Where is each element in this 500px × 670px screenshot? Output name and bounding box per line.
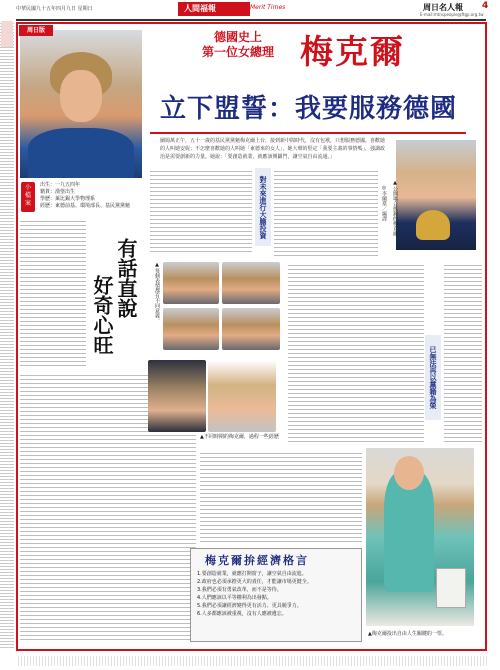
page-number: 4 (482, 1, 489, 11)
face-photo (222, 308, 280, 350)
face-photo-red-hair (148, 360, 206, 432)
body-text-col4 (274, 168, 378, 258)
body-text-col1 (20, 218, 86, 368)
footer-strip (16, 656, 487, 666)
profile-box (40, 182, 145, 210)
header-date: 中華民國九十五年四月九日 星期日 (16, 6, 93, 12)
quote-item: 4.人們應該以平等權利為出發點。 (197, 595, 272, 601)
section-tag: 周日版 (19, 25, 53, 36)
bell-caption: ▲公開場合搖鐘的梅克爾 (392, 180, 398, 236)
main-headline: 立下盟誓：我要服務德國 (160, 94, 458, 124)
headline-name: 梅克爾 (300, 32, 405, 71)
faces-caption: ▲每個表情都有不同意義。 (154, 262, 160, 323)
header-rule (16, 19, 486, 21)
profile-line: 學歷：萊比錫大學物理系 (40, 196, 96, 202)
quote-item: 2.政府也必須承擔更大的責任，才能讓市場更健全。 (197, 579, 312, 585)
face-caption-2: ▲不同時期的梅克爾，過程一些經歷 (200, 434, 279, 440)
kicker (172, 30, 304, 60)
bell-photo (396, 140, 476, 250)
masthead-logo: 人間福報 (178, 2, 250, 16)
body-text-col7 (444, 262, 482, 444)
profile-tag: 小檔案 (21, 182, 35, 212)
portrait-photo (20, 30, 142, 178)
section-name: 周日名人報 (423, 3, 463, 12)
kicker-line2: 第一位女總理 (201, 45, 274, 59)
header-email: E-mail:mtnspeople@ftgp.org.tw (420, 12, 484, 17)
face-photo (222, 262, 280, 304)
vertical-title-2: 好奇心旺 (90, 275, 114, 355)
face-photo (163, 308, 219, 350)
voting-photo (366, 448, 474, 626)
sidebar-title-2: 已無法再以黨籍為榮 (425, 335, 441, 420)
face-photo (163, 262, 219, 304)
profile-line: 出生：一九五四年 (40, 182, 81, 188)
voting-caption: ▲梅克爾投出自由人生關鍵的一票。 (368, 631, 447, 637)
vertical-title-1: 有話直說 (114, 238, 138, 318)
profile-line: 經歷：東德前基、環境部長、基民黨黨魁 (40, 203, 131, 209)
quote-item: 5.我們必須讓經濟變得更有活力、更具競爭力。 (197, 603, 302, 609)
body-text-col6 (288, 262, 424, 444)
quote-list (197, 570, 359, 618)
quote-item: 3.我們必須有勇氣改革，而不是等待。 (197, 587, 282, 593)
edge-ticker-column (0, 21, 14, 650)
quote-item: 1.要創造就業，就應打開窗子，讓空氣自由流進。 (197, 571, 307, 577)
kicker-line1: 德國史上 (213, 30, 262, 44)
body-text-col3 (150, 168, 252, 253)
quote-item: 6.人多都應該被重視，沒有人應被遺忘。 (197, 611, 287, 617)
lede-line: 的人叫她安妮；不怎麼喜歡她的人叫她「東德來的女人」，她大聲的堅定「我要主義的事情嗎」，強調政 (160, 146, 386, 152)
masthead-logo-en: Merit Times (250, 4, 286, 11)
lede-line: 治是需要創新的力量。她說：「要創造就業，就應該開闢門，讓空氣自由流通。」 (160, 154, 336, 160)
byline: ◎李蘭羣／編譯 (381, 185, 387, 221)
quote-box-title: 梅克爾拚經濟格言 (205, 554, 309, 567)
lede-line: 圖姆萬正午，五十一歲的基民黨黨魁梅克爾上台，接到新中間時代，沒有包袱，只想服務德國。喜歡她 (160, 138, 386, 144)
face-photo-later (208, 360, 276, 432)
sidebar-title-1: 對未來進行大膽投資 (255, 168, 271, 246)
headline-rule (150, 132, 466, 134)
profile-line: 籍貫：漢堡出生 (40, 189, 76, 195)
body-text-col5 (200, 450, 362, 545)
